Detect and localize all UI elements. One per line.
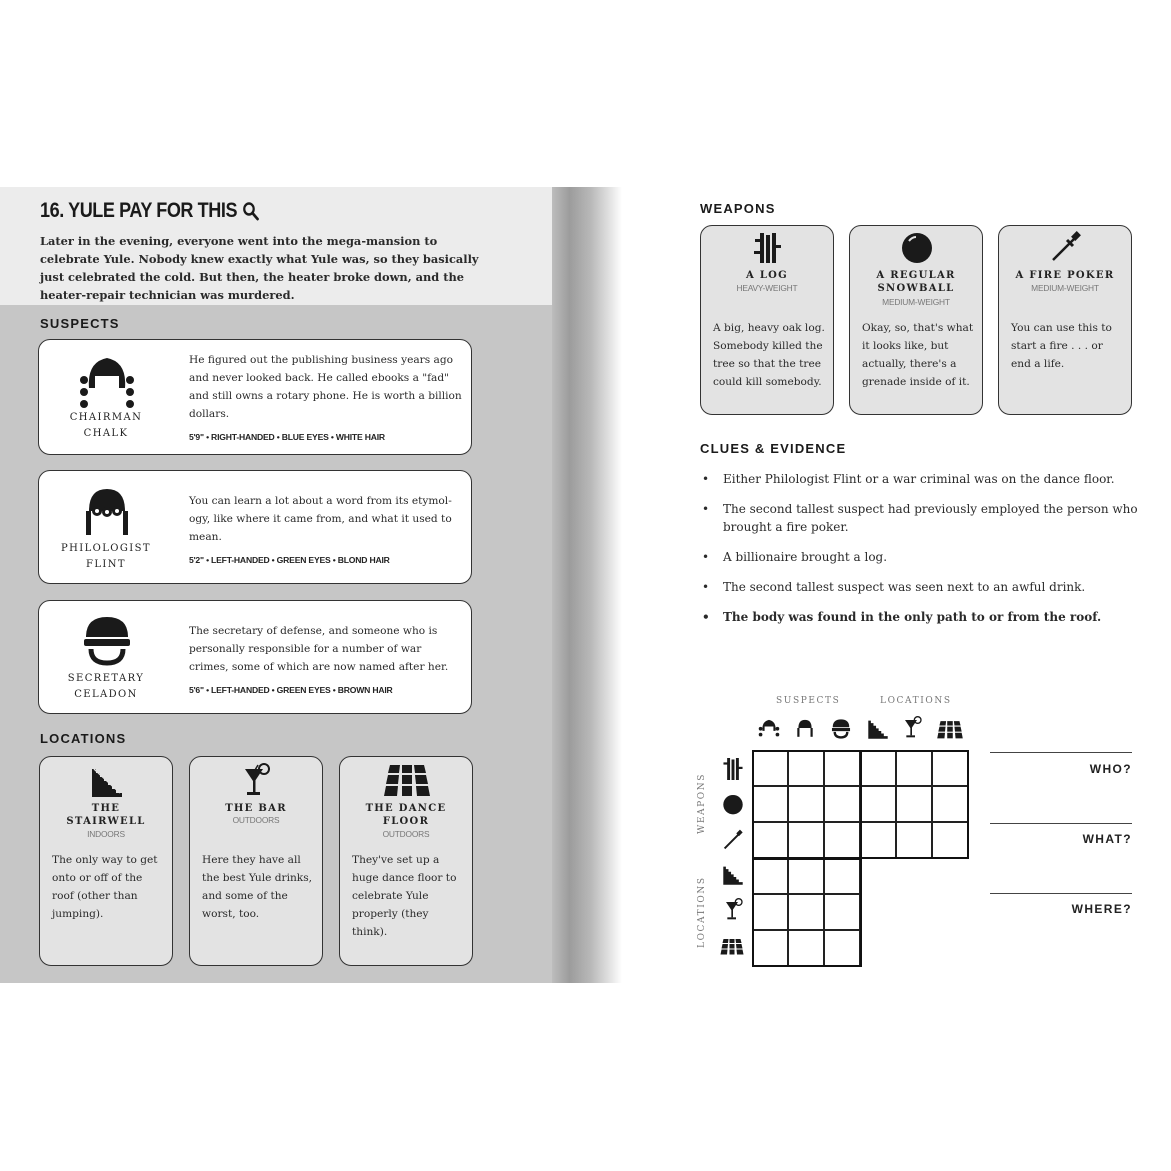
weapon-name <box>1003 269 1127 282</box>
grid-cell[interactable] <box>824 894 860 930</box>
grid-cell[interactable] <box>932 750 968 786</box>
grid-cell[interactable] <box>788 750 824 786</box>
cocktail-icon <box>242 763 272 799</box>
suspect-stats: 5'9" • RIGHT-HANDED • BLUE EYES • WHITE HAIR <box>189 432 385 442</box>
log-icon <box>722 756 744 782</box>
grid-cell[interactable] <box>824 858 860 894</box>
grid-row-locations-label: LOCATIONS <box>697 876 707 948</box>
puzzle-title <box>40 199 259 223</box>
location-name <box>44 802 168 828</box>
dance-floor-icon <box>384 763 430 799</box>
suspect-card-flint <box>38 470 472 584</box>
weapon-weight: HEAVY-WEIGHT <box>736 283 798 293</box>
helmet-icon <box>79 611 135 667</box>
grid-cell[interactable] <box>860 786 896 822</box>
snowball-icon <box>900 229 934 265</box>
stairs-icon <box>90 765 124 799</box>
fire-poker-icon <box>1049 230 1083 264</box>
magnifier-icon <box>242 201 259 221</box>
weapon-weight: MEDIUM-WEIGHT <box>1031 283 1099 293</box>
weapon-card-fire-poker <box>998 225 1132 415</box>
suspect-name-line1: PHILOLOGIST <box>61 543 151 554</box>
grid-cell[interactable] <box>824 750 860 786</box>
location-name-line1: THE <box>91 803 121 814</box>
philologist-hair-icon <box>77 483 137 539</box>
grid-cell[interactable] <box>788 894 824 930</box>
clue-item: • A billionaire brought a log. <box>700 548 1140 566</box>
chairman-hair-icon <box>77 352 137 408</box>
grid-cell[interactable] <box>932 822 968 858</box>
weapon-card-snowball <box>849 225 983 415</box>
cocktail-icon <box>724 898 744 922</box>
location-description: The only way to get onto or off of the roof (other than jumping). <box>52 854 158 920</box>
weapon-name-line1: A REGULAR <box>876 270 956 281</box>
location-name <box>344 802 468 828</box>
where-answer-line[interactable] <box>990 893 1132 894</box>
stairs-icon <box>722 864 744 886</box>
location-description: Here they have all the best Yule drinks, and some of the worst, too. <box>202 854 313 920</box>
grid-cell[interactable] <box>860 822 896 858</box>
weapon-name-line1: A FIRE POKER <box>1015 270 1115 281</box>
location-description: They've set up a huge dance floor to celebrate Yule properly (they think). <box>352 854 457 938</box>
weapon-description: You can use this to start a fire . . . or end a life. <box>1011 322 1112 370</box>
grid-cell[interactable] <box>824 930 860 966</box>
locations-heading: LOCATIONS <box>40 731 127 746</box>
location-type: OUTDOORS <box>232 815 280 825</box>
grid-cell[interactable] <box>788 930 824 966</box>
location-name-line1: THE BAR <box>225 803 287 814</box>
location-card-stairwell <box>39 756 173 966</box>
weapon-name-line1: A LOG <box>745 270 789 281</box>
grid-cell[interactable] <box>896 822 932 858</box>
suspect-stats: 5'2" • LEFT-HANDED • GREEN EYES • BLOND HAIR <box>189 555 390 565</box>
grid-cell[interactable] <box>752 858 788 894</box>
weapon-name <box>705 269 829 282</box>
suspect-description: The secretary of defense, and someone who is personally responsible for a number of war crimes, some of which are now named after her. <box>189 625 449 673</box>
location-name-line1: THE DANCE <box>365 803 447 814</box>
intro-panel <box>0 187 552 305</box>
grid-suspects-label: SUSPECTS <box>776 696 841 706</box>
suspect-description: You can learn a lot about a word from its etymol-ogy, like where it came from, and what it used to mean. <box>189 495 452 543</box>
suspect-card-celadon <box>38 600 472 714</box>
dance-floor-icon <box>720 938 744 956</box>
suspect-name <box>51 671 161 703</box>
clue-item: • The second tallest suspect was seen next to an awful drink. <box>700 578 1140 596</box>
page-gutter <box>552 187 622 983</box>
suspect-name-line2: CHALK <box>83 428 129 439</box>
clue-item: • The body was found in the only path to or from the roof. <box>700 608 1140 626</box>
grid-cell[interactable] <box>932 786 968 822</box>
weapon-card-log <box>700 225 834 415</box>
clue-item: • Either Philologist Flint or a war criminal was on the dance floor. <box>700 470 1140 488</box>
grid-cell[interactable] <box>860 750 896 786</box>
weapon-name <box>854 269 978 295</box>
location-type: INDOORS <box>87 829 125 839</box>
grid-cell[interactable] <box>896 786 932 822</box>
philologist-hair-icon <box>794 716 816 740</box>
grid-cell[interactable] <box>752 786 788 822</box>
grid-weapons-label: WEAPONS <box>697 773 707 834</box>
location-card-bar <box>189 756 323 966</box>
grid-cell[interactable] <box>752 822 788 858</box>
chairman-hair-icon <box>758 716 780 740</box>
suspect-stats: 5'6" • LEFT-HANDED • GREEN EYES • BROWN HAIR <box>189 685 393 695</box>
dance-floor-icon <box>937 720 963 740</box>
grid-cell[interactable] <box>752 930 788 966</box>
suspect-name <box>51 541 161 573</box>
clues-heading: CLUES & EVIDENCE <box>700 441 847 456</box>
location-name-line2: FLOOR <box>382 816 430 827</box>
what-label: WHAT? <box>1082 832 1132 846</box>
grid-cell[interactable] <box>896 750 932 786</box>
grid-locations-label: LOCATIONS <box>880 696 952 706</box>
weapon-weight: MEDIUM-WEIGHT <box>882 297 950 307</box>
location-name-line2: STAIRWELL <box>66 816 146 827</box>
weapon-description: Okay, so, that's what it looks like, but actually, there's a grenade inside of it. <box>862 322 974 388</box>
who-answer-line[interactable] <box>990 752 1132 753</box>
puzzle-title-text: 16. YULE PAY FOR THIS <box>40 199 238 222</box>
suspects-heading: SUSPECTS <box>40 316 120 331</box>
grid-cell[interactable] <box>788 822 824 858</box>
weapon-description: A big, heavy oak log. Somebody killed the tree so that the tree could kill somebody. <box>713 322 825 388</box>
clues-list <box>700 470 1140 638</box>
grid-cell[interactable] <box>752 894 788 930</box>
who-label: WHO? <box>1089 762 1132 776</box>
suspect-name <box>51 410 161 442</box>
weapon-name-line2: SNOWBALL <box>877 283 955 294</box>
clue-item: • The second tallest suspect had previously employed the person who brought a fire poker. <box>700 500 1140 536</box>
fire-poker-icon <box>722 828 744 852</box>
suspect-name-line2: CELADON <box>74 689 138 700</box>
cocktail-icon <box>903 716 923 740</box>
grid-cell[interactable] <box>824 822 860 858</box>
helmet-icon <box>830 716 852 740</box>
location-name <box>194 802 318 815</box>
where-label: WHERE? <box>1071 902 1132 916</box>
grid-cell[interactable] <box>752 750 788 786</box>
suspect-description: He figured out the publishing business years ago and never looked back. He called ebooks a "fad" and still owns a rotary phone. He is worth a billion dollars. <box>189 354 462 420</box>
snowball-icon <box>722 792 744 816</box>
suspect-name-line2: FLINT <box>86 559 126 570</box>
grid-divider <box>860 750 862 859</box>
intro-text: Later in the evening, everyone went into the mega-mansion to celebrate Yule. Nobody knew exactly what Yule was, so they basically just celebrated the cold. But then, the heater broke down, and the heater-repair technician was murdered. <box>40 234 479 302</box>
stairs-icon <box>867 718 889 740</box>
suspect-name-line1: CHAIRMAN <box>69 412 143 423</box>
suspect-name-line1: SECRETARY <box>67 673 145 684</box>
grid-cell[interactable] <box>788 786 824 822</box>
log-icon <box>753 231 783 265</box>
grid-cell[interactable] <box>824 786 860 822</box>
weapons-heading: WEAPONS <box>700 201 776 216</box>
what-answer-line[interactable] <box>990 823 1132 824</box>
location-type: OUTDOORS <box>382 829 430 839</box>
location-card-dance-floor <box>339 756 473 966</box>
suspect-card-chalk <box>38 339 472 455</box>
grid-cell[interactable] <box>788 858 824 894</box>
